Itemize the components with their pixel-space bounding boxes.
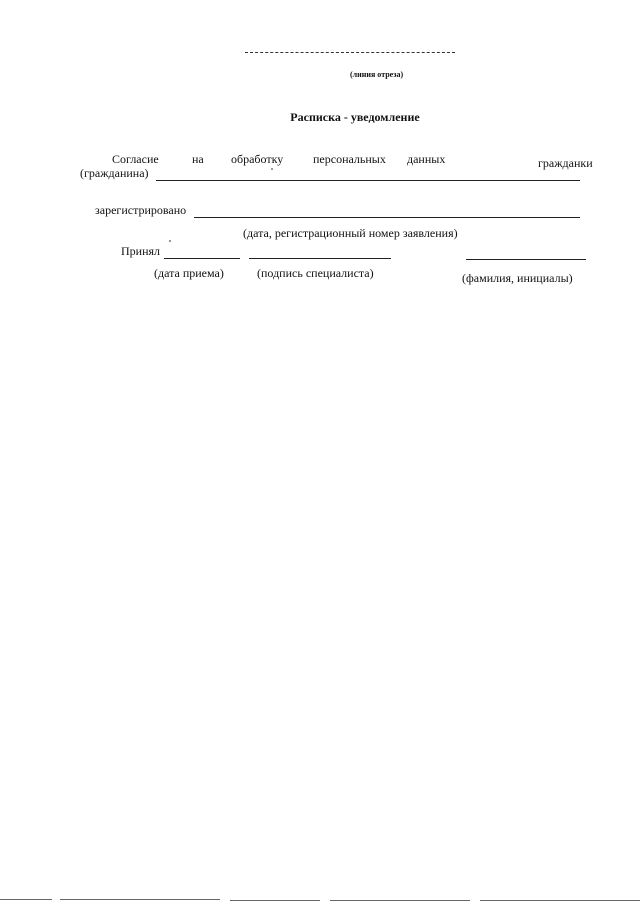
registered-label: зарегистрировано bbox=[95, 203, 187, 217]
accepted-label: Принял bbox=[121, 244, 161, 258]
consent-word-6: гражданки bbox=[538, 156, 593, 170]
citizen-label: (гражданина) bbox=[80, 166, 149, 180]
scan-edge-line bbox=[0, 899, 52, 900]
scan-edge-line bbox=[230, 900, 320, 901]
cut-line-label: (линия отреза) bbox=[350, 70, 404, 79]
page-title: Расписка - уведомление bbox=[290, 110, 420, 124]
scan-edge-line bbox=[330, 900, 470, 901]
name-caption: (фамилия, инициалы) bbox=[462, 271, 573, 285]
specialist-signature-field[interactable] bbox=[249, 258, 391, 259]
consent-word-1: Согласие bbox=[112, 152, 159, 166]
registration-number-field[interactable] bbox=[194, 217, 580, 218]
consent-word-2: на bbox=[192, 152, 204, 166]
consent-word-4: персональных bbox=[313, 152, 386, 166]
accept-date-field[interactable] bbox=[164, 258, 240, 259]
registration-caption: (дата, регистрационный номер заявления) bbox=[243, 226, 458, 240]
scan-speck bbox=[169, 240, 171, 242]
cut-line bbox=[245, 52, 455, 53]
citizen-name-field[interactable] bbox=[156, 180, 580, 181]
scan-edge-line bbox=[60, 899, 220, 900]
consent-word-3: обработку bbox=[231, 152, 284, 166]
scan-speck bbox=[271, 168, 273, 170]
signature-caption: (подпись специалиста) bbox=[257, 266, 374, 280]
accept-date-caption: (дата приема) bbox=[154, 266, 224, 280]
consent-word-5: данных bbox=[407, 152, 446, 166]
specialist-name-field[interactable] bbox=[466, 259, 586, 260]
scan-edge-line bbox=[480, 900, 640, 901]
